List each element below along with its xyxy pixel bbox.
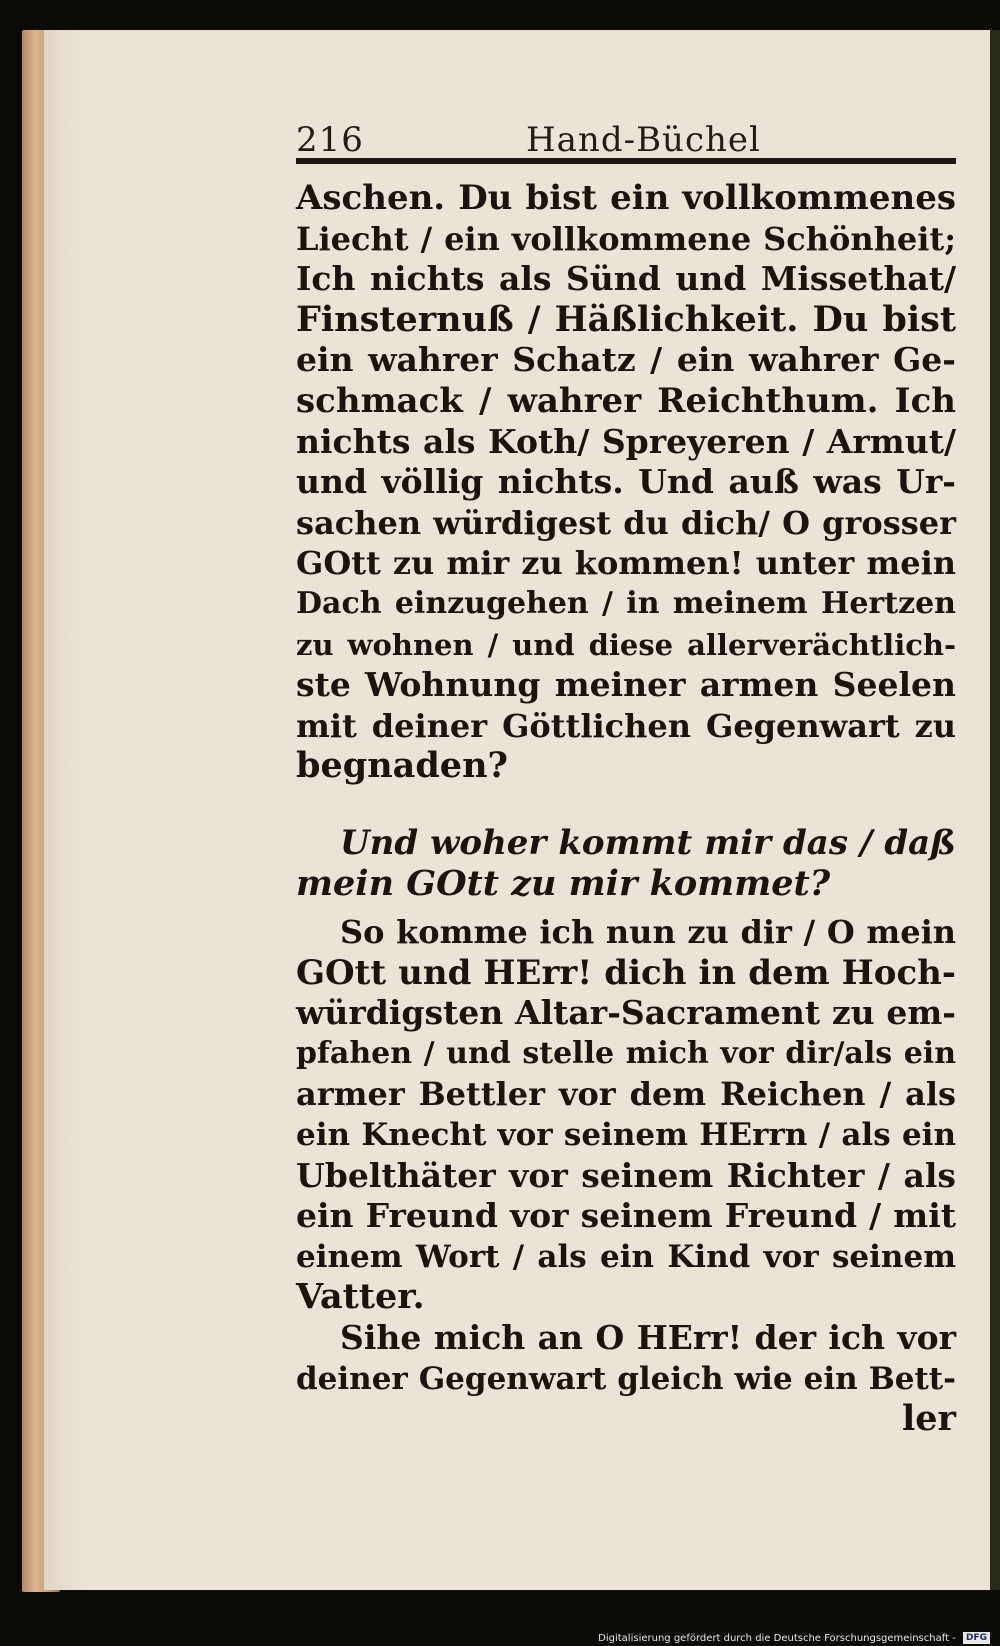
text-line: einem Wort / als ein Kind vor seinem	[296, 1238, 956, 1275]
text-line: sachen würdigest du dich/ O grosser	[296, 503, 956, 542]
text-line: Aschen. Du bist ein vollkommenes	[296, 178, 956, 218]
book-cover-edge	[990, 30, 1000, 1590]
text-line: deiner Gegenwart gleich wie ein Bett-	[296, 1360, 956, 1397]
text-line: begnaden?	[296, 745, 509, 787]
text-line: nichts als Koth/ Spreyeren / Armut/	[296, 421, 956, 461]
text-line: würdigsten Altar-Sacrament zu em-	[296, 993, 956, 1033]
text-line: mit deiner Göttlichen Gegenwart zu	[296, 706, 956, 745]
text-line: zu wohnen / und diese allerverächtlich-	[296, 627, 956, 662]
text-line: Ich nichts als Sünd und Missethat/	[296, 259, 956, 299]
text-line: armer Bettler vor dem Reichen / als	[296, 1075, 956, 1114]
text-line: GOtt und HErr! dich in dem Hoch-	[296, 952, 956, 993]
text-line: ste Wohnung meiner armen Seelen	[296, 665, 956, 705]
text-line: GOtt zu mir zu kommen! unter mein	[296, 544, 956, 583]
text-line: Vatter.	[296, 1276, 425, 1318]
running-title: Hand-Büchel	[526, 120, 761, 160]
text-line: Finsternuß / Häßlichkeit. Du bist	[296, 298, 956, 340]
digitization-credit	[598, 1632, 990, 1646]
paragraph-1	[296, 178, 956, 787]
text-line: Liecht / ein vollkommene Schönheit;	[296, 219, 956, 258]
text-line: ein wahrer Schatz / ein wahrer Ge-	[296, 340, 956, 380]
heading-line: mein GOtt zu mir kommet?	[296, 862, 831, 904]
text-line: schmack / wahrer Reichthum. Ich	[296, 380, 956, 421]
credit-text: Digitalisierung gefördert durch die Deutsche Forschungsgemeinschaft -	[598, 1633, 956, 1644]
section-heading	[296, 823, 956, 904]
page-number: 216	[296, 120, 364, 160]
text-line: Sihe mich an O HErr! der ich vor	[340, 1318, 956, 1358]
heading-line: Und woher kommt mir das / daß	[340, 822, 956, 863]
paragraph-3	[296, 1318, 956, 1399]
text-line: ein Freund vor seinem Freund / mit	[296, 1196, 956, 1236]
header-rule	[296, 158, 956, 164]
text-line: Ubelthäter vor seinem Richter / als	[296, 1155, 956, 1195]
text-line: So komme ich nun zu dir / O mein	[340, 913, 956, 952]
paragraph-2	[296, 912, 956, 1318]
text-line: ein Knecht vor seinem HErrn / als ein	[296, 1117, 956, 1154]
text-line: pfahen / und stelle mich vor dir/als ein	[296, 1035, 956, 1071]
catchword: ler	[901, 1398, 956, 1440]
dfg-logo: DFG	[963, 1632, 990, 1644]
text-line: und völlig nichts. Und auß was Ur-	[296, 462, 956, 502]
text-line: Dach einzugehen / in meinem Hertzen	[296, 585, 956, 621]
page-text	[296, 178, 956, 1440]
